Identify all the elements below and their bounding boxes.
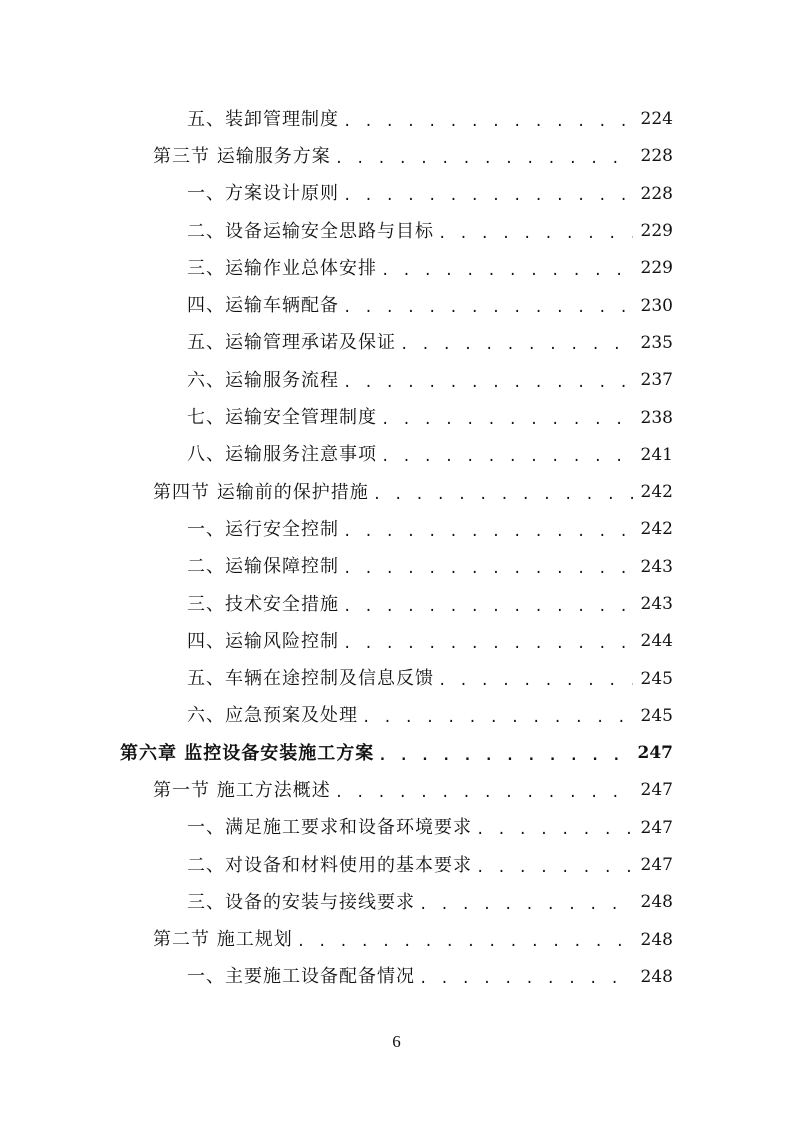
toc-entry-page: 242	[640, 482, 673, 503]
toc-dot-leader	[419, 898, 633, 912]
toc-dot-leader	[335, 786, 633, 800]
toc-dot-leader	[343, 376, 633, 390]
toc-entry-page: 237	[640, 370, 673, 391]
toc-dot-leader	[373, 488, 633, 502]
toc-entry[interactable]	[0, 660, 793, 697]
page-number: 6	[392, 1032, 401, 1051]
toc-dot-leader	[438, 227, 633, 241]
toc-entry[interactable]	[0, 922, 793, 959]
toc-entry-page: 248	[640, 892, 673, 913]
toc-entry-title: 二、设备运输安全思路与目标	[187, 220, 434, 242]
toc-entry-title: 三、设备的安装与接线要求	[187, 891, 415, 913]
toc-entry-title: 五、车辆在途控制及信息反馈	[187, 668, 434, 690]
toc-entry-page: 244	[640, 631, 673, 652]
toc-entry-title: 六、运输服务流程	[187, 369, 339, 391]
toc-entry[interactable]	[0, 176, 793, 213]
toc-entry-page: 242	[640, 519, 673, 540]
toc-dot-leader	[476, 861, 633, 875]
toc-dot-leader	[343, 115, 633, 129]
toc-entry-page: 248	[640, 929, 673, 950]
toc-chapter-entry[interactable]	[0, 735, 793, 772]
toc-entry-title: 一、方案设计原则	[187, 183, 339, 205]
toc-entry-title: 一、主要施工设备配备情况	[187, 966, 415, 988]
toc-entry[interactable]	[0, 810, 793, 847]
toc-entry-page: 241	[640, 444, 673, 465]
toc-dot-leader	[378, 749, 631, 763]
toc-entry[interactable]	[0, 437, 793, 474]
toc-entry-title: 第四节 运输前的保护措施	[153, 481, 369, 503]
toc-dot-leader	[438, 674, 633, 688]
toc-entry-title: 第三节 运输服务方案	[153, 145, 331, 167]
table-of-contents	[0, 101, 793, 996]
toc-entry[interactable]	[0, 399, 793, 436]
toc-dot-leader	[476, 823, 633, 837]
toc-entry-page: 247	[637, 743, 673, 764]
toc-entry-page: 229	[640, 221, 673, 242]
toc-entry[interactable]	[0, 959, 793, 996]
toc-entry-page: 247	[640, 817, 673, 838]
toc-entry-title: 二、运输保障控制	[187, 556, 339, 578]
toc-entry-page: 247	[640, 780, 673, 801]
toc-entry-page: 235	[640, 332, 673, 353]
toc-entry-page: 238	[640, 407, 673, 428]
toc-entry-page: 230	[640, 295, 673, 316]
toc-entry[interactable]	[0, 325, 793, 362]
toc-entry-title: 四、运输风险控制	[187, 630, 339, 652]
toc-entry-title: 一、满足施工要求和设备环境要求	[187, 817, 472, 839]
toc-entry-page: 228	[640, 146, 673, 167]
toc-entry[interactable]	[0, 884, 793, 921]
toc-entry[interactable]	[0, 511, 793, 548]
toc-entry[interactable]	[0, 138, 793, 175]
toc-entry-page: 247	[640, 855, 673, 876]
toc-entry[interactable]	[0, 474, 793, 511]
toc-dot-leader	[381, 450, 633, 464]
toc-entry-title: 四、运输车辆配备	[187, 295, 339, 317]
toc-entry[interactable]	[0, 586, 793, 623]
toc-entry[interactable]	[0, 623, 793, 660]
toc-entry[interactable]	[0, 847, 793, 884]
toc-dot-leader	[381, 264, 633, 278]
toc-dot-leader	[335, 152, 633, 166]
toc-entry[interactable]	[0, 698, 793, 735]
toc-entry-title: 六、应急预案及处理	[187, 705, 358, 727]
toc-dot-leader	[419, 972, 633, 986]
toc-dot-leader	[343, 189, 633, 203]
toc-entry[interactable]	[0, 250, 793, 287]
toc-dot-leader	[297, 935, 633, 949]
toc-entry[interactable]	[0, 213, 793, 250]
toc-entry-title: 七、运输安全管理制度	[187, 407, 377, 429]
toc-entry-title: 八、运输服务注意事项	[187, 444, 377, 466]
toc-dot-leader	[343, 562, 633, 576]
toc-entry[interactable]	[0, 287, 793, 324]
toc-dot-leader	[343, 637, 633, 651]
toc-entry[interactable]	[0, 772, 793, 809]
toc-entry[interactable]	[0, 101, 793, 138]
toc-entry-page: 243	[640, 556, 673, 577]
toc-entry-title: 第二节 施工规划	[153, 929, 293, 951]
toc-dot-leader	[343, 525, 633, 539]
toc-entry-page: 243	[640, 594, 673, 614]
toc-entry-page: 229	[640, 258, 673, 279]
toc-entry-title: 第六章 监控设备安装施工方案	[120, 742, 375, 764]
toc-entry-page: 245	[640, 668, 673, 689]
toc-entry-title: 三、技术安全措施	[187, 593, 339, 615]
toc-entry[interactable]	[0, 362, 793, 399]
toc-entry-page: 248	[640, 966, 673, 987]
toc-entry-title: 五、装卸管理制度	[187, 108, 339, 130]
toc-entry-title: 一、运行安全控制	[187, 518, 339, 540]
toc-entry-title: 第一节 施工方法概述	[153, 779, 331, 801]
toc-entry-title: 五、运输管理承诺及保证	[187, 332, 396, 354]
toc-entry[interactable]	[0, 549, 793, 586]
toc-dot-leader	[343, 600, 633, 614]
toc-dot-leader	[343, 301, 633, 315]
toc-entry-title: 三、运输作业总体安排	[187, 257, 377, 279]
toc-dot-leader	[362, 711, 633, 725]
toc-entry-title: 二、对设备和材料使用的基本要求	[187, 854, 472, 876]
toc-entry-page: 245	[640, 705, 673, 726]
toc-entry-page: 224	[640, 109, 673, 130]
toc-dot-leader	[400, 338, 633, 352]
toc-dot-leader	[381, 413, 633, 427]
toc-entry-page: 228	[640, 183, 673, 204]
